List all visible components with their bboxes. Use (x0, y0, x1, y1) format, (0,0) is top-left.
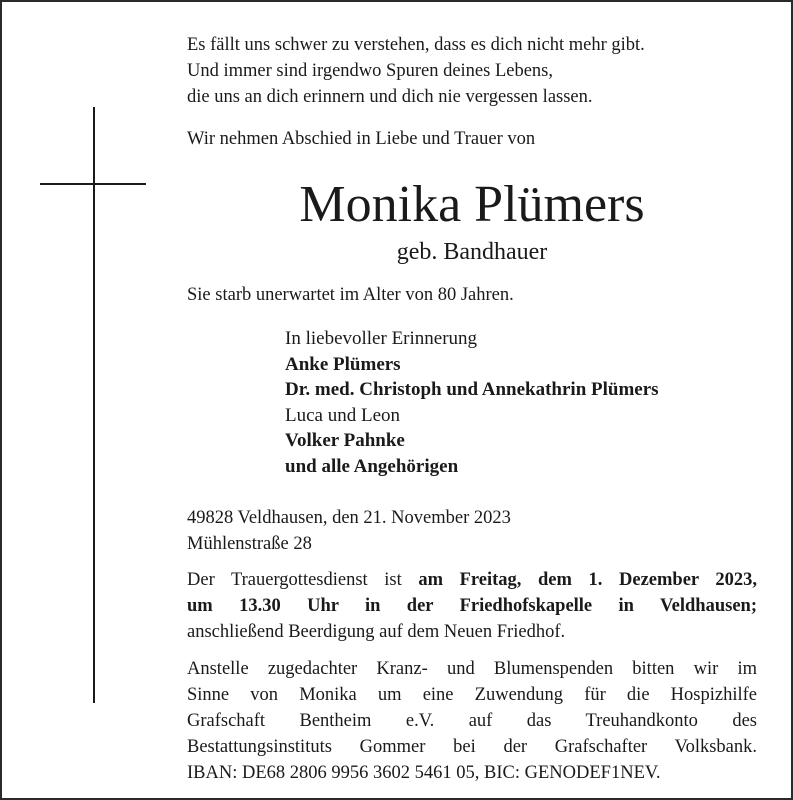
mourners-list (285, 326, 659, 479)
mourner-name: und alle Angehörigen (285, 455, 459, 477)
street-address: Mühlenstraße 28 (187, 534, 312, 554)
mourner-name: Volker Pahnke (285, 430, 405, 451)
poem-line: die uns an dich erinnern und dich nie vergessen lassen. (187, 87, 593, 107)
service-line-2: um 13.30 Uhr in der Friedhofskapelle in Veldhausen; (187, 596, 757, 616)
service-info (187, 567, 757, 645)
donation-line: Grafschaft Bentheim e.V. auf das Treuhandkonto des (187, 711, 757, 731)
service-line-3: anschließend Beerdigung auf dem Neuen Friedhof. (187, 622, 566, 642)
cross-icon-horizontal (40, 183, 146, 185)
place-date: 49828 Veldhausen, den 21. November 2023 (187, 508, 511, 528)
age-text: Sie starb unerwartet im Alter von 80 Jahren. (187, 285, 514, 305)
mourner-name: Anke Plümers (285, 353, 401, 375)
donation-line: Anstelle zugedachter Kranz- und Blumenspenden bitten wir im (187, 659, 757, 679)
poem-line: Und immer sind irgendwo Spuren deines Lebens, (187, 61, 553, 81)
donation-line: Sinne von Monika um eine Zuwendung für die Hospizhilfe (187, 685, 757, 705)
donation-info (187, 656, 757, 786)
mourner-name: Dr. med. Christoph und Annekathrin Plümers (285, 379, 659, 400)
intro-text: Wir nehmen Abschied in Liebe und Trauer von (187, 129, 536, 149)
deceased-name: Monika Plümers (299, 176, 645, 233)
poem-line: Es fällt uns schwer zu verstehen, dass es dich nicht mehr gibt. (187, 35, 645, 55)
cross-icon-vertical (93, 107, 95, 703)
birth-name: geb. Bandhauer (396, 239, 548, 265)
mourners-heading: In liebevoller Erinnerung (285, 328, 478, 349)
mourner-name: Luca und Leon (285, 404, 401, 426)
donation-line: Bestattungsinstituts Gommer bei der Grafschafter Volksbank. (187, 737, 757, 757)
service-line-1: Der Trauergottesdienst ist am Freitag, dem 1. Dezember 2023, (187, 570, 757, 590)
donation-iban: IBAN: DE68 2806 9956 3602 5461 05, BIC: GENODEF1NEV. (187, 763, 661, 783)
